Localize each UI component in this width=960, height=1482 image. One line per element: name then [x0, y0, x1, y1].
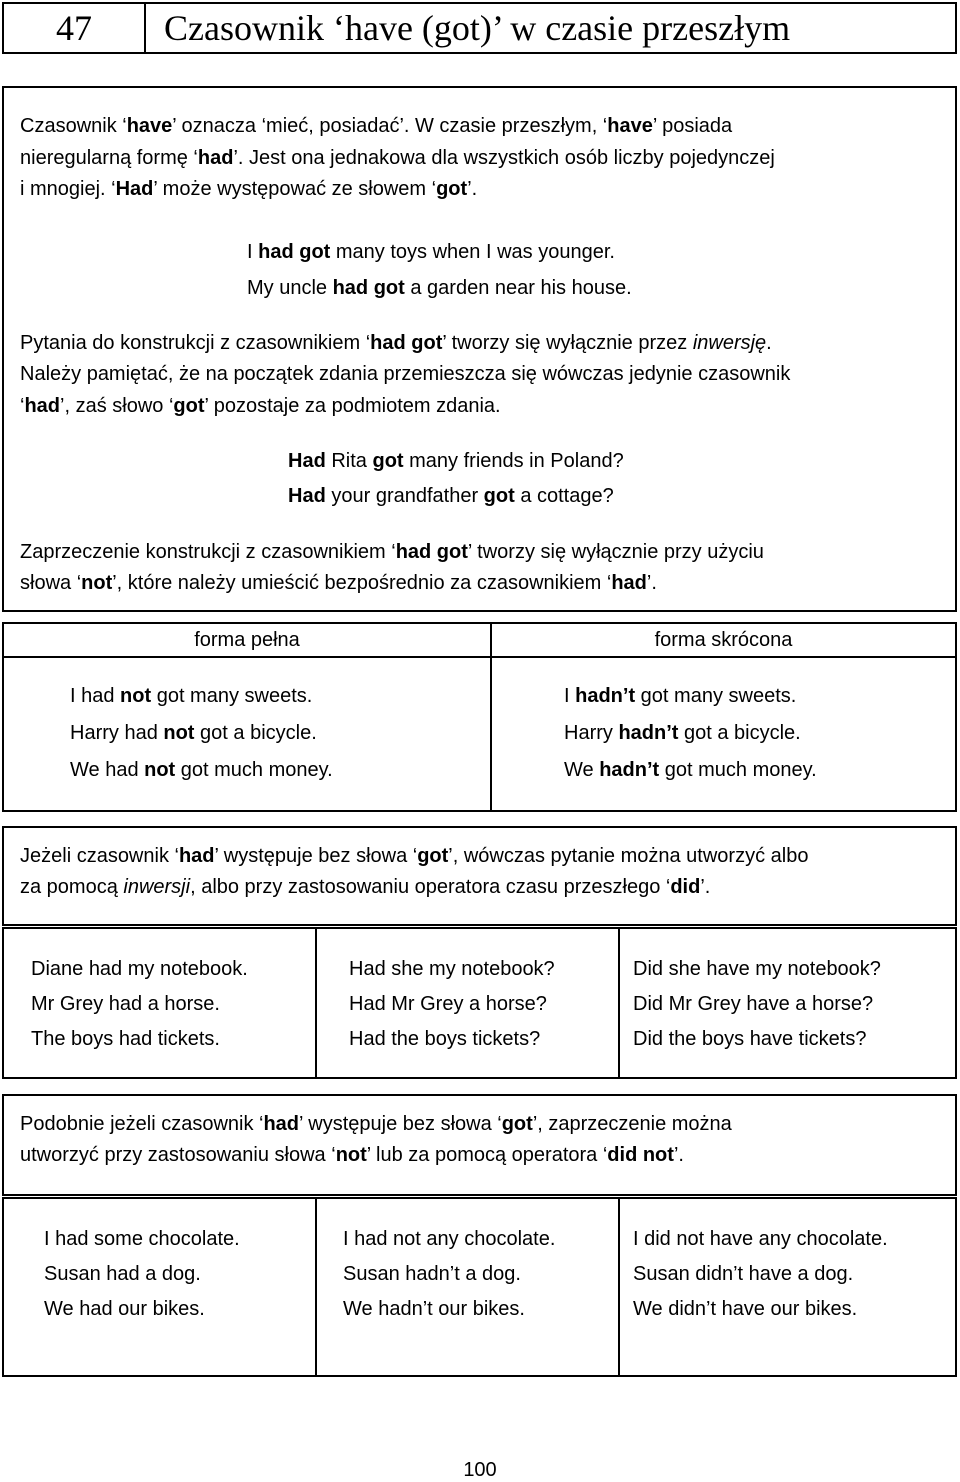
rule-box-negation: [2, 1094, 957, 1196]
rule-line: utworzyć przy zastosowaniu słowa ‘not’ lub za pomocą operatora ‘did not’.: [20, 1144, 684, 1166]
intro-line: i mnogiej. ‘Had’ może występować ze słowem ‘got’.: [20, 178, 478, 200]
table-cell: We hadn’t got much money.: [564, 759, 817, 781]
intro-line: słowa ‘not’, które należy umieścić bezpośrednio za czasownikiem ‘had’.: [20, 572, 657, 594]
table-cell: I did not have any chocolate.: [633, 1228, 888, 1250]
column-divider: [490, 624, 492, 810]
table-header-row: [4, 624, 955, 658]
table-cell: Had the boys tickets?: [349, 1028, 541, 1050]
rule-line: Jeżeli czasownik ‘had’ występuje bez słowa ‘got’, wówczas pytanie można utworzyć albo: [20, 845, 809, 867]
table-cell: I had not got many sweets.: [70, 685, 313, 707]
rule-line: Podobnie jeżeli czasownik ‘had’ występuje bez słowa ‘got’, zaprzeczenie można: [20, 1113, 732, 1135]
table-cell: Had she my notebook?: [349, 958, 555, 980]
table-cell: Did Mr Grey have a horse?: [633, 993, 874, 1015]
table-cell: Did she have my notebook?: [633, 958, 881, 980]
table-cell: We didn’t have our bikes.: [633, 1298, 858, 1320]
section-number: 47: [4, 4, 146, 52]
table-cell: Susan had a dog.: [44, 1263, 201, 1285]
table-cell: Harry hadn’t got a bicycle.: [564, 722, 801, 744]
header-short-form: forma skrócona: [654, 629, 793, 651]
intro-line: nieregularną formę ‘had’. Jest ona jednakowa dla wszystkich osób liczby pojedynczej: [20, 147, 775, 169]
page-title: Czasownik ‘have (got)’ w czasie przeszłym: [164, 8, 791, 48]
table-cell: We hadn’t our bikes.: [343, 1298, 525, 1320]
table-cell: Susan hadn’t a dog.: [343, 1263, 521, 1285]
intro-box: [2, 86, 957, 612]
negative-table: [2, 1197, 957, 1377]
table-cell: I had not any chocolate.: [343, 1228, 556, 1250]
table-cell: The boys had tickets.: [31, 1028, 220, 1050]
title-bar: [2, 2, 957, 54]
header-full-form: forma pełna: [194, 629, 300, 651]
negation-table: [2, 622, 957, 812]
example-question: Had your grandfather got a cottage?: [288, 485, 614, 507]
question-table: [2, 927, 957, 1079]
intro-line: ‘had’, zaś słowo ‘got’ pozostaje za podmiotem zdania.: [20, 395, 501, 417]
table-cell: Mr Grey had a horse.: [31, 993, 220, 1015]
table-cell: Did the boys have tickets?: [633, 1028, 867, 1050]
intro-line: Czasownik ‘have’ oznacza ‘mieć, posiadać’. W czasie przeszłym, ‘have’ posiada: [20, 115, 733, 137]
rule-box-questions: [2, 826, 957, 926]
column-divider: [618, 1199, 620, 1375]
column-divider: [315, 1199, 317, 1375]
table-cell: We had not got much money.: [70, 759, 333, 781]
column-divider: [315, 929, 317, 1077]
rule-line: za pomocą inwersji, albo przy zastosowaniu operatora czasu przeszłego ‘did’.: [20, 876, 711, 898]
table-cell: Susan didn’t have a dog.: [633, 1263, 854, 1285]
example-sentence: My uncle had got a garden near his house.: [247, 277, 632, 299]
example-sentence: I had got many toys when I was younger.: [247, 241, 615, 263]
page-number: 100: [463, 1459, 497, 1481]
intro-line: Pytania do konstrukcji z czasownikiem ‘had got’ tworzy się wyłącznie przez inwersję.: [20, 332, 772, 354]
table-cell: Had Mr Grey a horse?: [349, 993, 547, 1015]
example-question: Had Rita got many friends in Poland?: [288, 450, 624, 472]
column-divider: [618, 929, 620, 1077]
table-cell: I had some chocolate.: [44, 1228, 240, 1250]
table-cell: I hadn’t got many sweets.: [564, 685, 797, 707]
table-cell: Diane had my notebook.: [31, 958, 248, 980]
table-cell: Harry had not got a bicycle.: [70, 722, 317, 744]
table-cell: We had our bikes.: [44, 1298, 205, 1320]
intro-line: Należy pamiętać, że na początek zdania przemieszcza się wówczas jedynie czasownik: [20, 363, 791, 385]
intro-line: Zaprzeczenie konstrukcji z czasownikiem ‘had got’ tworzy się wyłącznie przy użyciu: [20, 541, 764, 563]
